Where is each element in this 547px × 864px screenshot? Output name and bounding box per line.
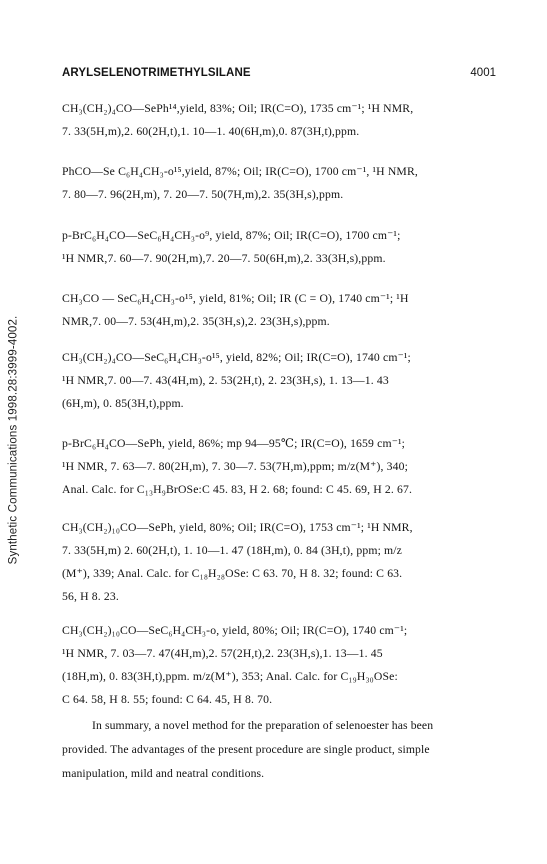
compound-entry (62, 619, 512, 711)
entry-line: p-BrC₆H₄CO—SePh, yield, 86%; mp 94—95℃; IR(C=O), 1659 cm⁻¹; (62, 437, 406, 450)
entry-line: CH₃(CH₂)₄CO—SePh¹⁴,yield, 83%; Oil; IR(C=O), 1735 cm⁻¹; ¹H NMR, (62, 102, 414, 115)
entry-line: 7. 80—7. 96(2H,m), 7. 20—7. 50(7H,m),2. 35(3H,s),ppm. (62, 188, 344, 201)
compound-entry (62, 97, 512, 143)
compound-entry (62, 160, 512, 206)
entry-line: NMR,7. 00—7. 53(4H,m),2. 35(3H,s),2. 23(3H,s),ppm. (62, 315, 330, 328)
summary-paragraph (62, 714, 512, 786)
entry-line: (18H,m), 0. 83(3H,t),ppm. m/z(M⁺), 353; Anal. Calc. for C₁₉H₃₀OSe: (62, 670, 398, 683)
entry-line: (M⁺), 339; Anal. Calc. for C₁₈H₂₈OSe: C 63. 70, H 8. 32; found: C 63. (62, 567, 403, 580)
entry-line: (6H,m), 0. 85(3H,t),ppm. (62, 397, 184, 410)
entry-line: 7. 33(5H,m) 2. 60(2H,t), 1. 10—1. 47 (18H,m), 0. 84 (3H,t), ppm; m/z (62, 544, 403, 557)
entry-line: Anal. Calc. for C₁₃H₉BrOSe:C 45. 83, H 2. 68; found: C 45. 69, H 2. 67. (62, 483, 413, 496)
journal-citation: Synthetic Communications 1998.28:3999-4002. (7, 315, 19, 565)
entry-line: C 64. 58, H 8. 55; found: C 64. 45, H 8. 70. (62, 693, 273, 706)
page-header (62, 67, 502, 79)
entry-line: ¹H NMR, 7. 03—7. 47(4H,m),2. 57(2H,t),2. 23(3H,s),1. 13—1. 45 (62, 647, 383, 660)
compound-entry (62, 224, 512, 270)
page-number: 4001 (470, 67, 496, 79)
compound-entry (62, 346, 512, 415)
summary-line: In summary, a novel method for the preparation of selenoester has been (92, 719, 434, 732)
compound-entry (62, 516, 512, 608)
entry-line: CH₃CO — SeC₆H₄CH₃-o¹⁵, yield, 81%; Oil; IR (C = O), 1740 cm⁻¹; ¹H (62, 292, 409, 305)
entry-line: ¹H NMR,7. 60—7. 90(2H,m),7. 20—7. 50(6H,m),2. 33(3H,s),ppm. (62, 252, 386, 265)
journal-citation-sidebar (4, 290, 22, 590)
entry-line: CH₃(CH₂)₁₀CO—SeC₆H₄CH₃-o, yield, 80%; Oil; IR(C=O), 1740 cm⁻¹; (62, 624, 408, 637)
compound-entry (62, 287, 512, 333)
summary-line: provided. The advantages of the present procedure are single product, simple (62, 743, 430, 756)
entry-line: PhCO—Se C₆H₄CH₃-o¹⁵,yield, 87%; Oil; IR(C=O), 1700 cm⁻¹, ¹H NMR, (62, 165, 418, 178)
entry-line: p-BrC₆H₄CO—SeC₆H₄CH₃-o⁹, yield, 87%; Oil; IR(C=O), 1700 cm⁻¹; (62, 229, 401, 242)
entry-line: 56, H 8. 23. (62, 590, 119, 603)
entry-line: 7. 33(5H,m),2. 60(2H,t),1. 10—1. 40(6H,m),0. 87(3H,t),ppm. (62, 125, 360, 138)
summary-line: manipulation, mild and neatral conditions. (62, 767, 265, 780)
entry-line: CH₃(CH₂)₄CO—SeC₆H₄CH₃-o¹⁵, yield, 82%; Oil; IR(C=O), 1740 cm⁻¹; (62, 351, 411, 364)
entry-line: ¹H NMR, 7. 63—7. 80(2H,m), 7. 30—7. 53(7H,m),ppm; m/z(M⁺), 340; (62, 460, 409, 473)
entry-line: ¹H NMR,7. 00—7. 43(4H,m), 2. 53(2H,t), 2. 23(3H,s), 1. 13—1. 43 (62, 374, 389, 387)
entry-line: CH₃(CH₂)₁₀CO—SePh, yield, 80%; Oil; IR(C=O), 1753 cm⁻¹; ¹H NMR, (62, 521, 413, 534)
running-title: ARYLSELENOTRIMETHYLSILANE (62, 67, 251, 79)
compound-entry (62, 432, 512, 501)
